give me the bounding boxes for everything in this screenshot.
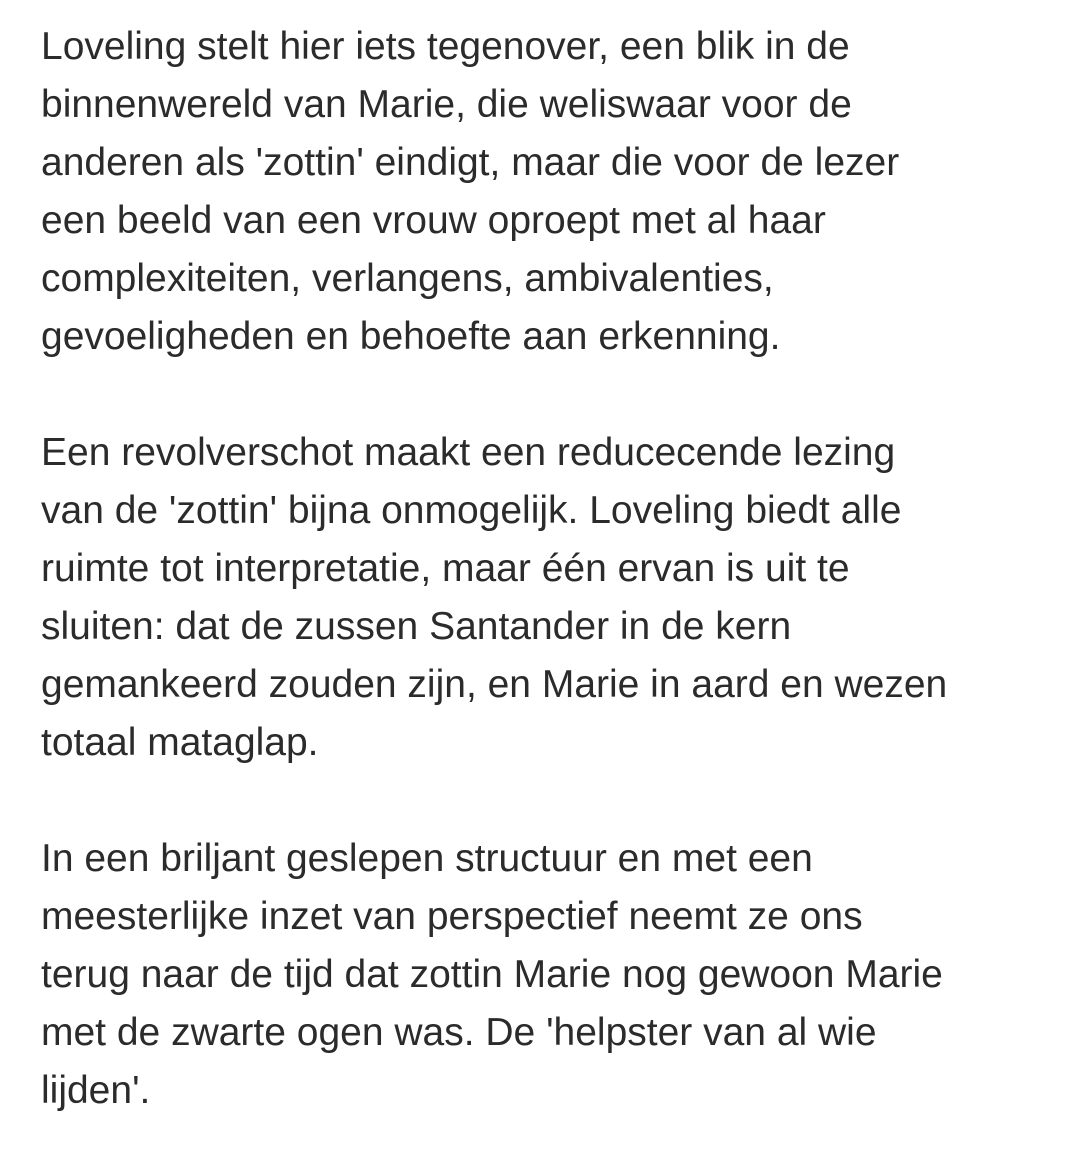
text-line: totaal mataglap. [41, 721, 319, 764]
text-line: met de zwarte ogen was. De 'helpster van al wie [41, 1011, 877, 1054]
text-line: van de 'zottin' bijna onmogelijk. Loveling biedt alle [41, 489, 902, 532]
paragraph-1 [41, 18, 1066, 366]
paragraph-2 [41, 424, 1066, 772]
text-line: Loveling stelt hier iets tegenover, een blik in de [41, 25, 850, 68]
text-line: In een briljant geslepen structuur en met een [41, 837, 813, 880]
text-line: sluiten: dat de zussen Santander in de kern [41, 605, 792, 648]
text-line: terug naar de tijd dat zottin Marie nog gewoon Marie [41, 953, 943, 996]
text-line: lijden'. [41, 1069, 151, 1112]
text-line: gemankeerd zouden zijn, en Marie in aard en wezen [41, 663, 948, 706]
text-line: meesterlijke inzet van perspectief neemt ze ons [41, 895, 863, 938]
text-line: gevoeligheden en behoefte aan erkenning. [41, 315, 781, 358]
text-line: Een revolverschot maakt een reducecende lezing [41, 431, 896, 474]
paragraph-3 [41, 830, 1066, 1120]
article-body [41, 18, 1066, 1120]
text-line: binnenwereld van Marie, die weliswaar voor de [41, 83, 852, 126]
text-line: ruimte tot interpretatie, maar één ervan is uit te [41, 547, 850, 590]
text-line: anderen als 'zottin' eindigt, maar die voor de lezer [41, 141, 900, 184]
text-line: complexiteiten, verlangens, ambivalenties, [41, 257, 774, 300]
text-line: een beeld van een vrouw oproept met al haar [41, 199, 826, 242]
